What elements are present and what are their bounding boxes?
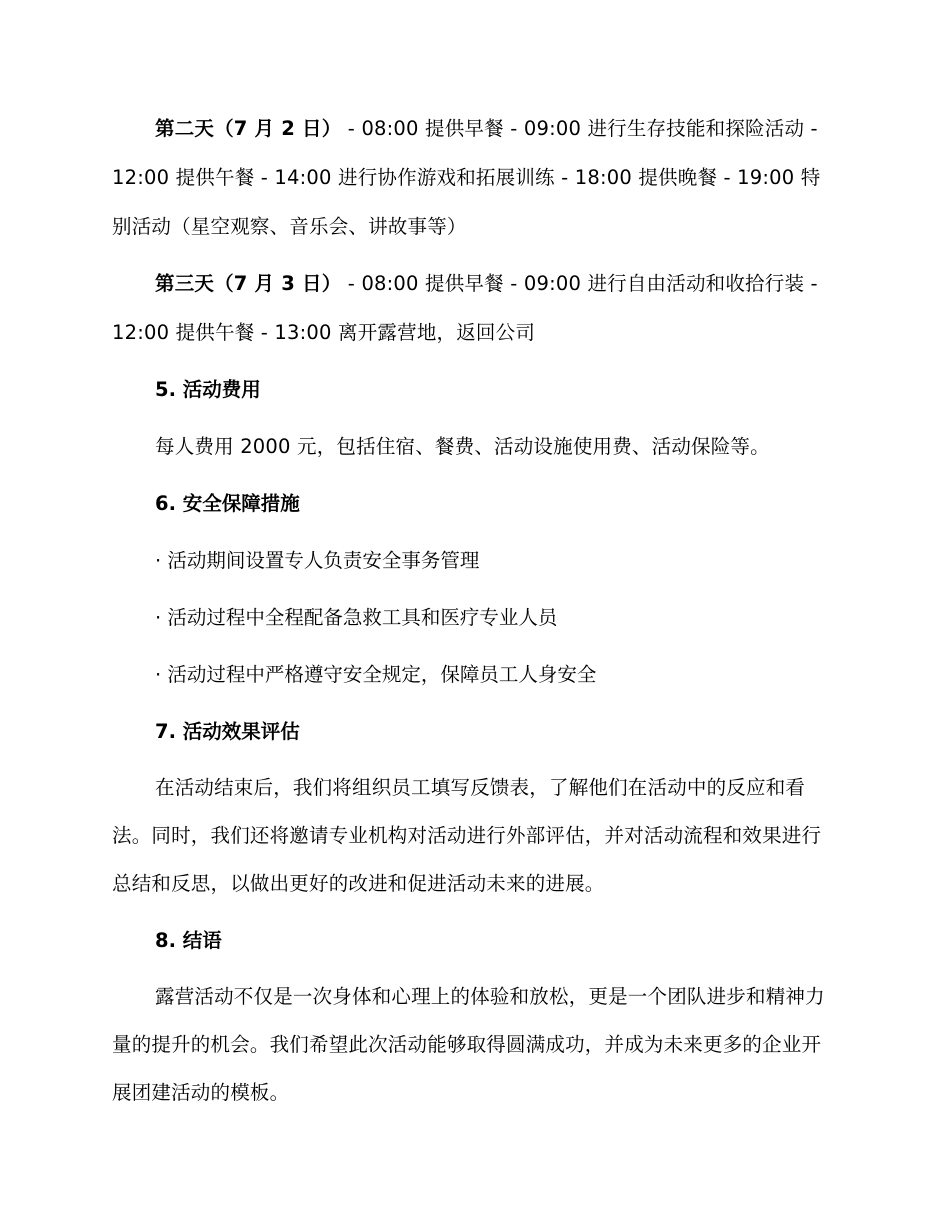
day3-text: - 08:00 提供早餐 - 09:00 进行自由活动和收拾行装 - 12:00 提供午餐 - 13:00 离开露营地，返回公司 [112,272,818,344]
section5-text: 每人费用 2000 元，包括住宿、餐费、活动设施使用费、活动保险等。 [155,435,770,458]
day2-schedule [112,104,832,251]
day3-label: 第三天（7 月 3 日） [155,272,342,295]
safety-item: · 活动过程中严格遵守安全规定，保障员工人身安全 [155,663,597,686]
day3-schedule [112,259,832,357]
section7-text: 在活动结束后，我们将组织员工填写反馈表，了解他们在活动中的反应和看法。同时，我们还将邀请专业机构对活动进行外部评估，并对活动流程和效果进行总结和反思，以做出更好的改进和促进活动未来的进展。 [112,776,822,895]
safety-item: · 活动过程中全程配备急救工具和医疗专业人员 [155,606,558,629]
section8-heading: 8. 结语 [155,929,222,952]
safety-item: · 活动期间设置专人负责安全事务管理 [155,549,480,572]
section7-heading: 7. 活动效果评估 [155,720,300,743]
section5-heading: 5. 活动费用 [155,378,261,401]
day2-label: 第二天（7 月 2 日） [155,117,342,140]
day2-text: - 08:00 提供早餐 - 09:00 进行生存技能和探险活动 - 12:00 提供午餐 - 14:00 进行协作游戏和拓展训练 - 18:00 提供晚餐 - 19:00 特别活动（星空观察、音乐会、讲故事等） [112,117,821,238]
section8-text: 露营活动不仅是一次身体和心理上的体验和放松，更是一个团队进步和精神力量的提升的机会。我们希望此次活动能够取得圆满成功，并成为未来更多的企业开展团建活动的模板。 [112,985,825,1104]
document-page [112,104,832,1125]
section6-heading: 6. 安全保障措施 [155,492,300,515]
